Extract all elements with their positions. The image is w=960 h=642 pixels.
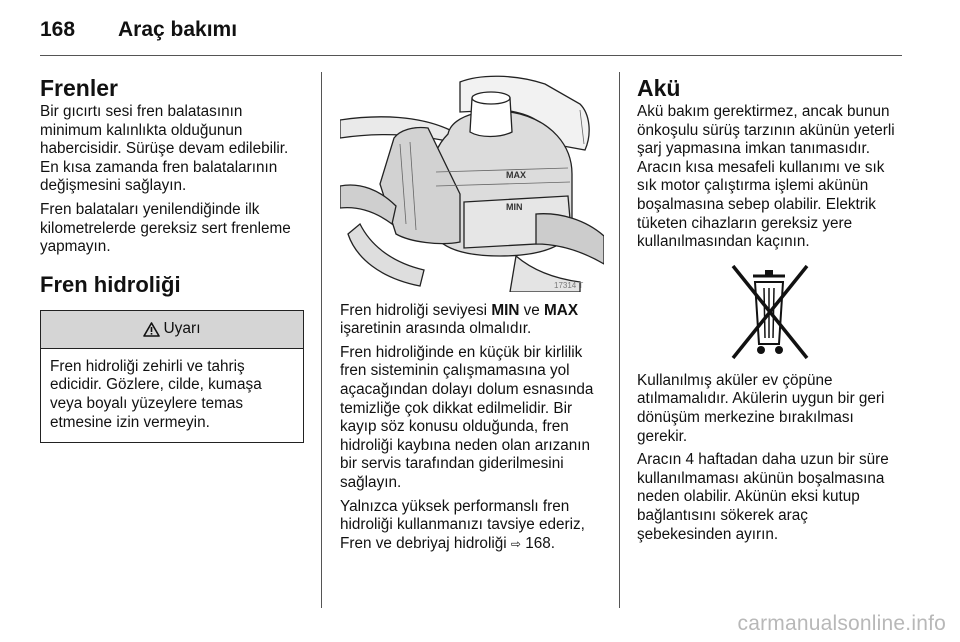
page-reference-arrow-icon: ⇨ [510,536,521,551]
min-mark-text: MIN [491,301,520,319]
section-title-battery: Akü [637,75,681,101]
battery-paragraph-1: Akü bakım gerektirmez, ancak bunun önkoşulu sürüş tarzının akünün yeterli şarj yapmasına imkan tanımasıdır. Aracın kısa mesafeli kullanımı ve sık sık motor çalıştırma işlemi akünün boşalmasına sebep olabilir. Elektrik tüketen cihazların gereksiz yere kullanılmasından kaçının. [637,103,895,251]
page-header [40,18,237,48]
column-battery [637,74,903,549]
column-brake-fluid [340,74,604,558]
column-brakes [40,74,304,443]
brake-fluid-cleanliness-paragraph: Fren hidroliğinde en küçük bir kirlilik fren sisteminin çalışmamasına yol açacağından dolayı dolum esnasında temizliğe çok dikkat edilmelidir. Bir kayıp söz konusu olduğunda, fren hidroliği kaybına neden olan arızanın bir servis tarafından giderilmesini sağlayın. [340,343,594,491]
max-mark-label: MAX [506,170,526,180]
brake-fluid-reservoir-illustration [340,74,604,292]
chapter-title: Araç bakımı [118,18,238,41]
min-mark-label: MIN [506,202,523,212]
level-text-prefix: Fren hidroliği seviyesi [340,301,492,319]
max-mark-text: MAX [544,301,579,319]
battery-paragraph-3: Aracın 4 haftadan daha uzun bir süre kullanılmaması akünün boşalmasına neden olabilir. Akünün eksi kutup bağlantısını sökerek araç şebekesinden ayırın. [637,451,889,543]
brake-fluid-level-paragraph [340,302,604,339]
level-text-suffix: işaretinin arasında olmalıdır. [340,320,532,338]
recycle-bin-crossed-symbol [637,262,903,362]
recommendation-text: Yalnızca yüksek performanslı fren hidroliği kullanmanızı tavsiye ederiz, Fren ve debriyaj hidroliği [340,497,585,552]
crossed-out-wheelie-bin-icon [725,262,815,362]
warning-header [41,311,303,349]
warning-label: Uyarı [163,319,201,337]
brakes-paragraph-2: Fren balataları yenilendiğinde ilk kilometrelerde gereksiz sert frenleme yapmayın. [40,200,291,256]
column-divider-2 [619,72,620,608]
page-number: 168 [40,18,76,41]
section-title-brakes: Frenler [40,75,118,101]
warning-text: Fren hidroliği zehirli ve tahriş edicidir. Gözlere, cilde, kumaşa veya boyalı yüzeylere temas etmesine izin vermeyin. [50,357,262,431]
watermark: carmanualsonline.info [737,612,946,635]
brake-fluid-recommendation-paragraph [340,498,604,554]
page-reference-number[interactable]: 168. [520,534,555,552]
level-text-and: ve [519,301,545,319]
column-divider-1 [321,72,322,608]
battery-paragraph-2: Kullanılmış aküler ev çöpüne atılmamalıdır. Akülerin uygun bir geri dönüşüm merkezine bırakılması gerekir. [637,371,885,445]
warning-triangle-icon [143,322,160,337]
header-divider [40,55,902,56]
figure-code: 17314 T [554,281,584,290]
brakes-paragraph-1: Bir gıcırtı sesi fren balatasının minimum kalınlıkta olduğunun habercisidir. Sürüşe devam edilebilir. En kısa zamanda fren balatalarının değişmesini sağlayın. [40,103,289,195]
subsection-title-brake-fluid: Fren hidroliği [40,271,181,297]
warning-box [40,310,304,443]
